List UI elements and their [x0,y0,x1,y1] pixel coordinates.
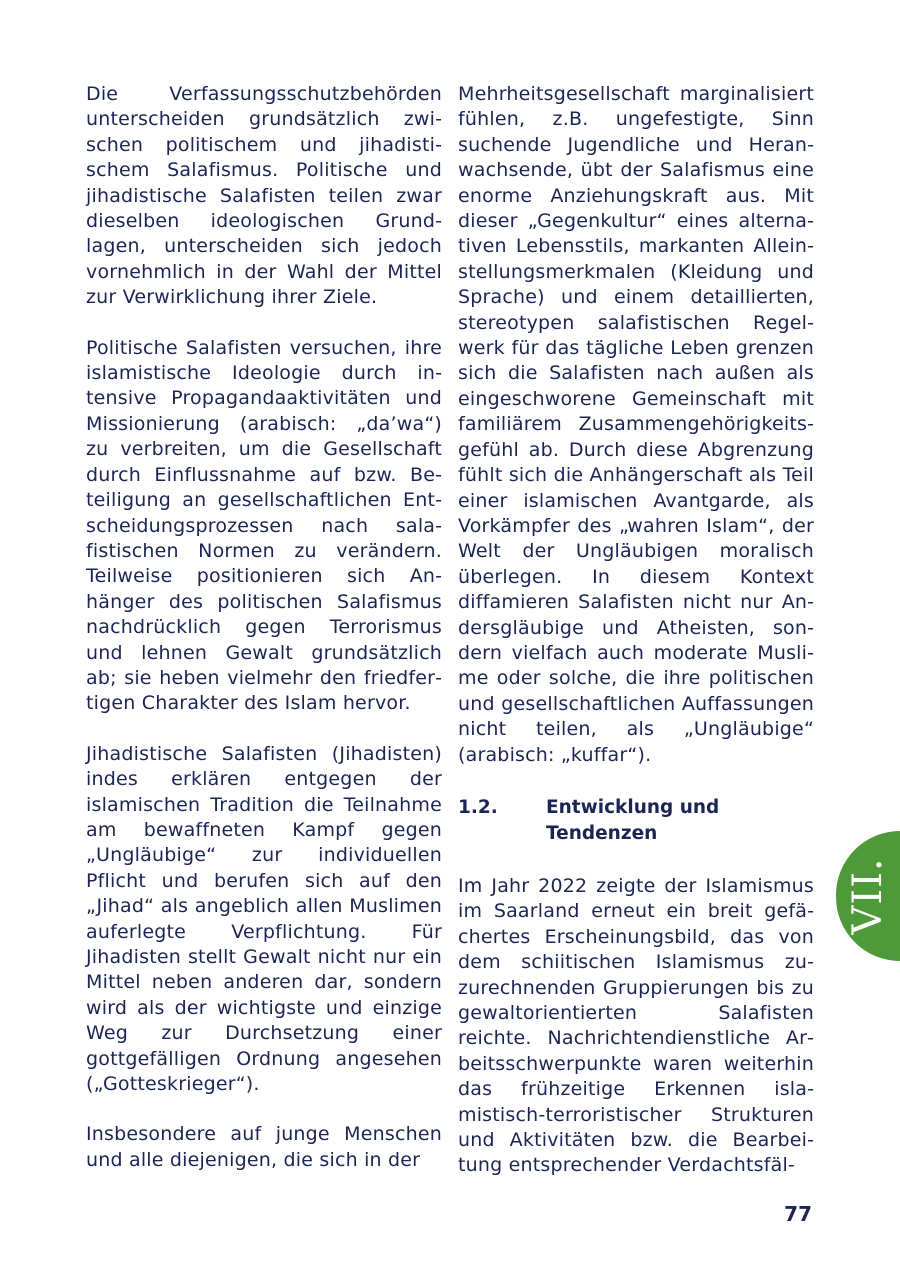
paragraph-majority-society: Mehrheitsgesellschaft marginalisiert fühlen, z.B. ungefestigte, Sinn suchende Jugendliche und Heranwachsende, übt der Salafismus eine enorme Anziehungskraft aus. Mit dieser „Gegenkultur“ eines alternativen Lebensstils, markanten Alleinstellungsmerkmalen (Kleidung und Sprache) und einem detaillierten, stereotypen salafistischen Regelwerk für das tägliche Leben grenzen sich die Salafisten nach außen als eingeschworene Gemeinschaft mit familiärem Zusammengehörigkeitsgefühl ab. Durch diese Abgrenzung fühlt sich die Anhängerschaft als Teil einer islamischen Avantgarde, als Vorkämpfer des „wahren Islam“, der Welt der Ungläubigen moralisch überlegen. In diesem Kontext diffamieren Salafisten nicht nur Andersgläubige und Atheisten, sondern vielfach auch moderate Muslime oder solche, die ihre politischen und gesellschaftlichen Auffassungen nicht teilen, als „Ungläubige“ (arabisch: „kuffar“). [458,83,814,766]
section-title: Entwicklung und Tendenzen [546,796,720,844]
paragraph-jihadist-salafists: Jihadistische Salafisten (Jihadisten) indes erklären entgegen der islamischen Tradition die Teilnahme am bewaffneten Kampf gegen „Ungläubige“ zur individuellen Pflicht und berufen sich auf den „Jihad“ als angeblich allen Muslimen auferlegte Verpflichtung. Für Jihadisten stellt Gewalt nicht nur ein Mittel neben anderen dar, sondern wird als der wichtigste und einzige Weg zur Durchsetzung einer gottgefälligen Ordnung angesehen („Gotteskrieger“). [86,742,442,1096]
left-column [86,82,442,1198]
section-heading [458,795,814,847]
chapter-tab [836,831,900,961]
paragraph-islamism-2022: Im Jahr 2022 zeigte der Islamismus im Saarland erneut ein breit gefächertes Erscheinungsbild, das von dem schiitischen Islamismus zuzurechnenden Gruppierungen bis zu gewaltorientierten Salafisten reichte. Nachrichtendienstliche Arbeitsschwerpunkte waren weiterhin das frühzeitige Erkennen islamistisch-terroristischer Strukturen und Aktivitäten bzw. die Bearbeitung entsprechender Verdachtsfäl- [458,874,814,1177]
section-number: 1.2. [458,796,498,818]
paragraph-salafism-types: Die Verfassungsschutzbehörden unterscheiden grundsätzlich zwischen politischem und jihadistischem Salafismus. Politische und jihadistische Salafisten teilen zwar dieselben ideologischen Grundlagen, unterscheiden sich jedoch vornehmlich in der Wahl der Mittel zur Verwirklichung ihrer Ziele. [86,83,442,309]
chapter-tab-label: VII. [845,857,891,935]
right-column [458,82,814,1204]
paragraph-political-salafists: Politische Salafisten versuchen, ihre islamistische Ideologie durch intensive Propagandaaktivitäten und Missionierung (arabisch: „da’wa“) zu verbreiten, um die Gesellschaft durch Einflussnahme auf bzw. Beteiligung an gesellschaftlichen Entscheidungsprozessen nach salafistischen Normen zu verändern. Teilweise positionieren sich Anhänger des politischen Salafismus nachdrücklich gegen Terrorismus und lehnen Gewalt grundsätzlich ab; sie heben vielmehr den friedfertigen Charakter des Islam hervor. [86,336,442,715]
paragraph-young-people: Insbesondere auf junge Menschen und alle diejenigen, die sich in der [86,1123,442,1171]
page-number: 77 [784,1202,812,1226]
